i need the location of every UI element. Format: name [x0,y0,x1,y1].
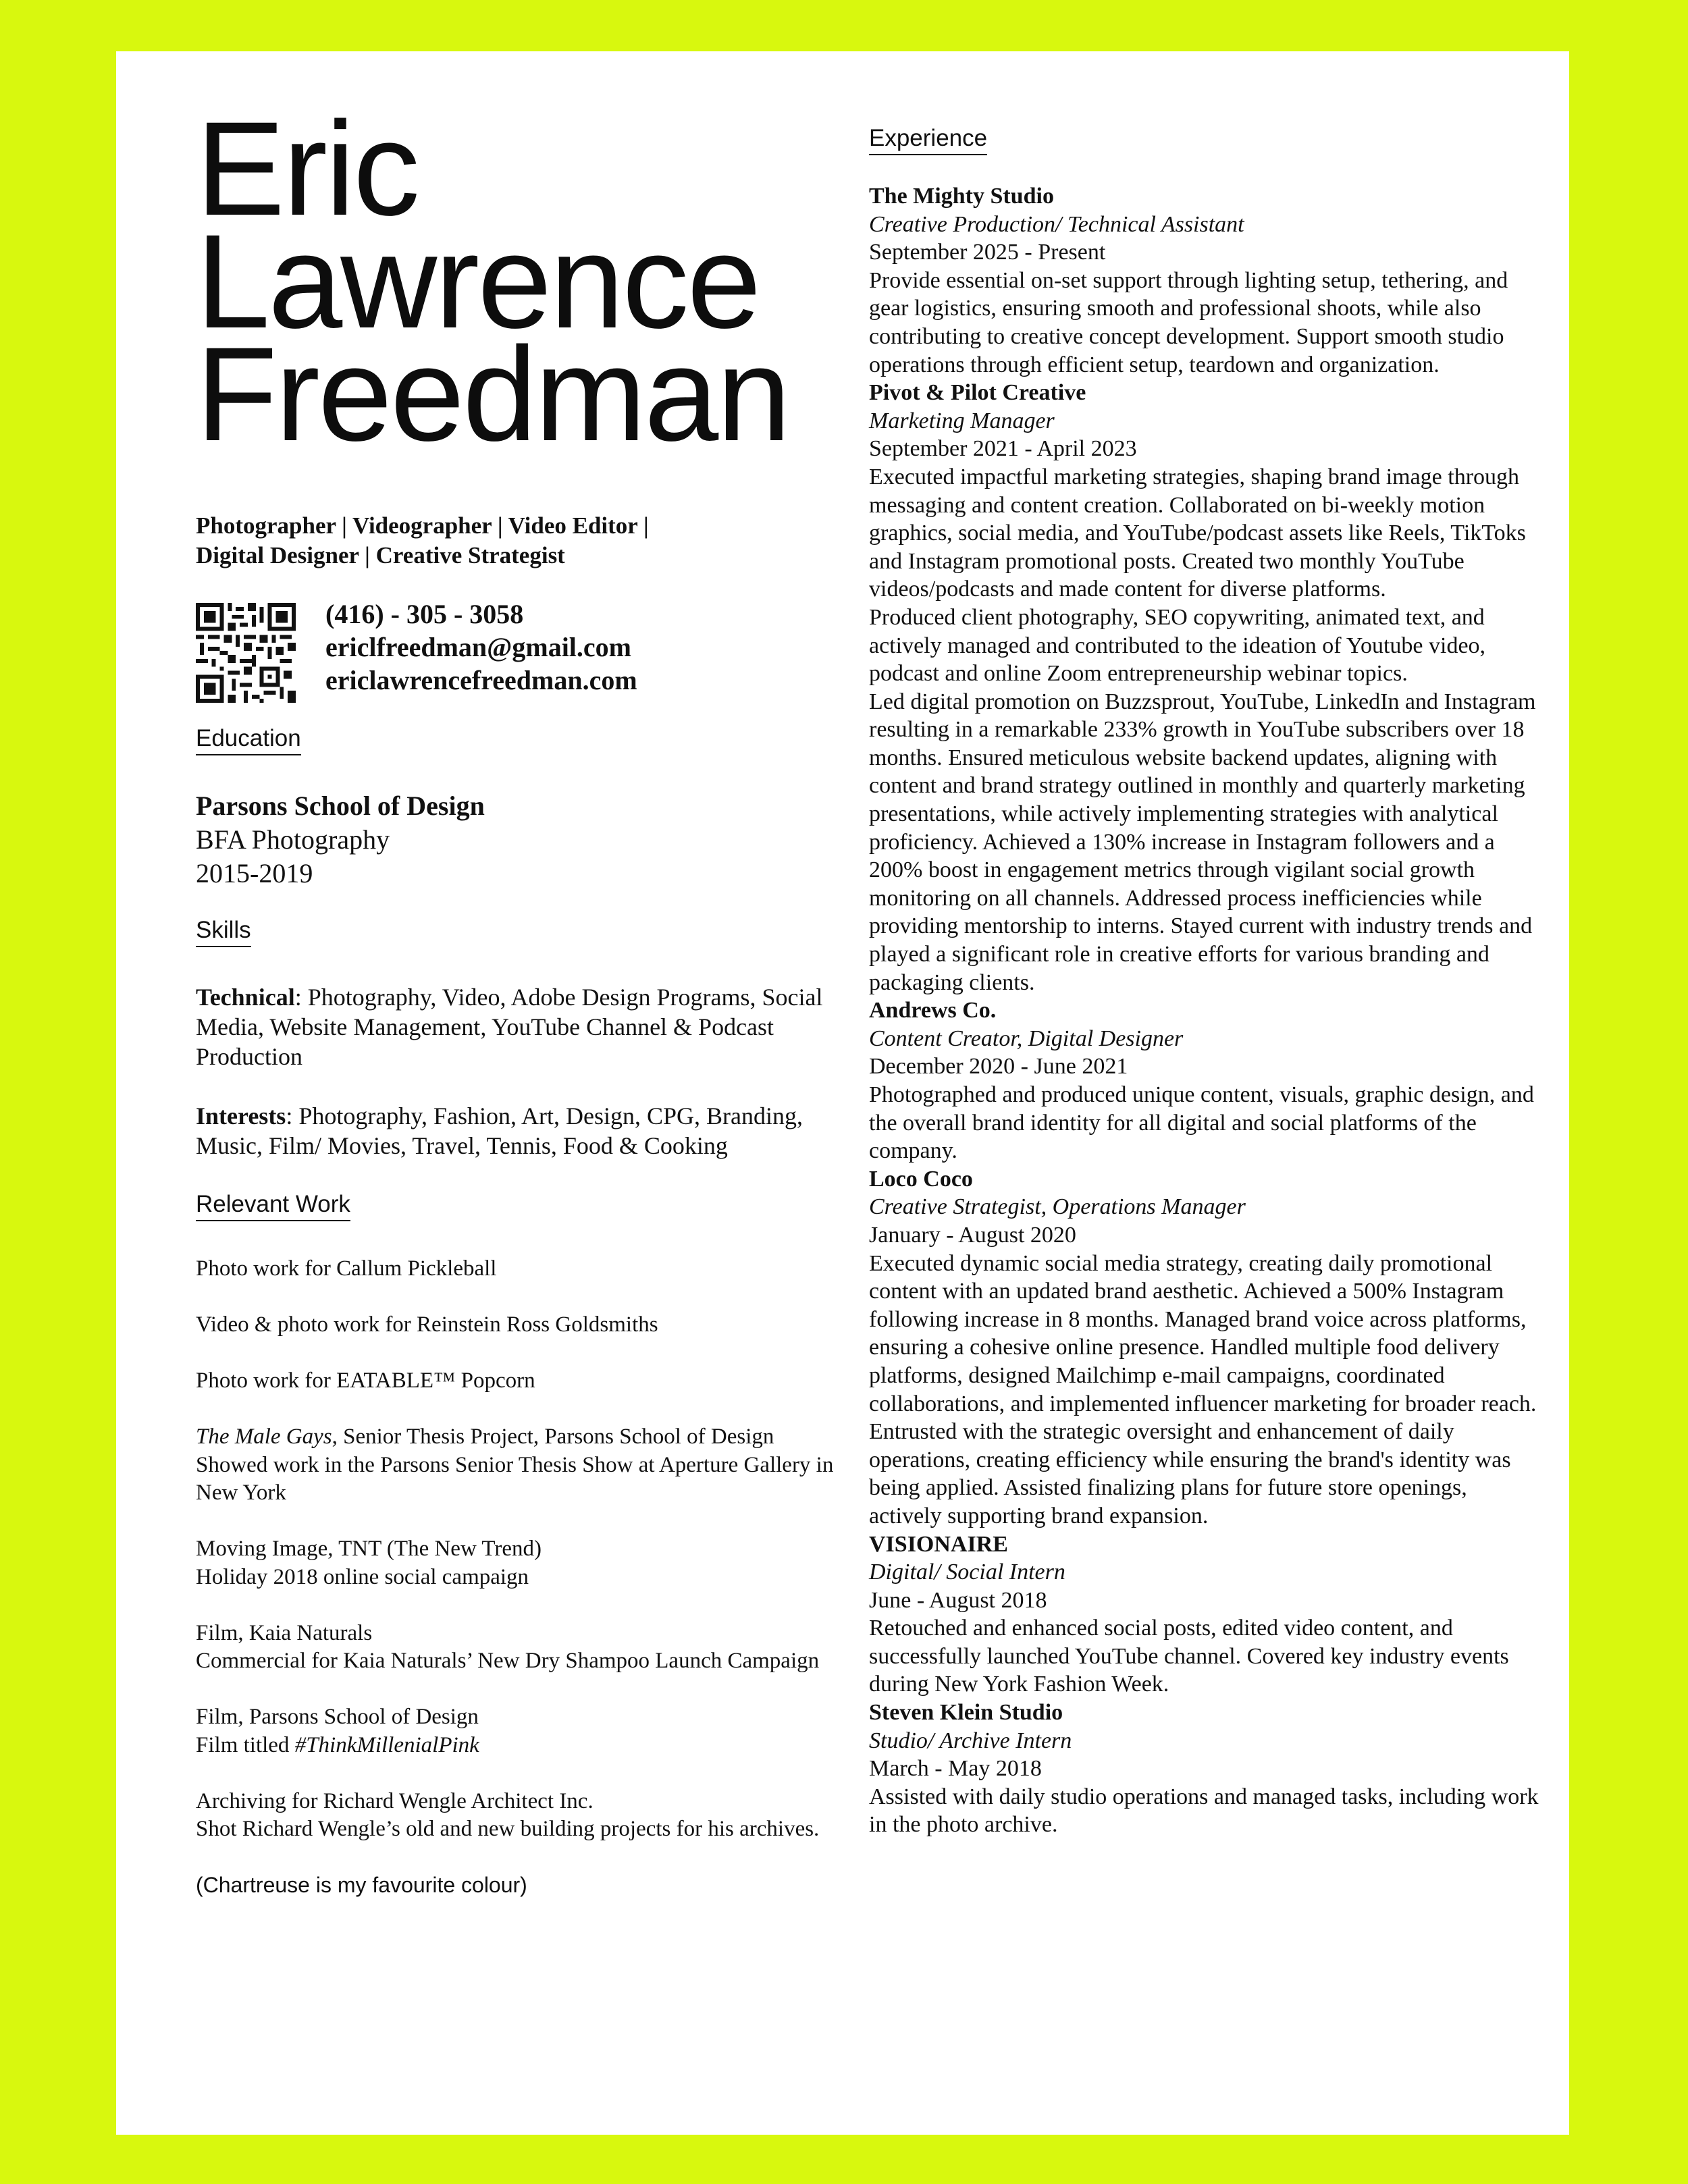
job-company: Pivot & Pilot Creative [869,380,1086,406]
contact-lines [325,597,637,697]
work-title: Archiving for Richard Wengle Architect Inc. [196,1788,594,1813]
relevant-work-list [196,1255,871,1844]
job-role: Creative Production/ Technical Assistant [869,211,1244,237]
name-line-1: Eric [196,94,418,243]
technical-label: Technical [196,984,295,1011]
job-company: Andrews Co. [869,998,997,1023]
interests-label: Interests [196,1102,286,1129]
education-block [196,789,871,890]
work-title [196,1423,871,1451]
work-item [196,1788,871,1844]
work-detail [196,1732,871,1760]
contact-block [196,597,871,699]
job-company: Loco Coco [869,1166,973,1192]
job-entry [869,182,1544,379]
job-description: Produced client photography, SEO copywriting, animated text, and actively managed and contributed to the ideation of Youtube video, podcast and online Zoom entrepreneurship webinar topics. [869,604,1486,687]
job-dates: June - August 2018 [869,1587,1047,1613]
job-role: Creative Strategist, Operations Manager [869,1194,1246,1220]
work-item [196,1423,871,1508]
job-description: Assisted with daily studio operations and managed tasks, including work in the photo archive. [869,1784,1539,1838]
work-item [196,1311,871,1339]
job-role: Marketing Manager [869,408,1055,433]
job-dates: March - May 2018 [869,1756,1042,1782]
job-description: Led digital promotion on Buzzsprout, YouTube, LinkedIn and Instagram resulting in a remarkable 233% growth in YouTube subscribers over 18 months. Ensured meticulous website backend updates, aligning with content and brand strategy outlined in monthly and quarterly marketing presentations, while actively implementing strategies with analytical proficiency. Achieved a 130% increase in Instagram followers and a 200% boost in engagement metrics through vigilant social growth monitoring on all channels. Addressed process inefficiencies while providing mentorship to interns. Stayed current with industry trends and played a significant role in creative efforts for various branding and packaging clients. [869,689,1536,995]
name-line-3: Freedman [196,319,789,469]
school-name: Parsons School of Design [196,791,485,821]
phone-number[interactable]: (416) - 305 - 3058 [325,599,524,629]
job-dates: September 2021 - April 2023 [869,436,1137,462]
skills-block [196,982,871,1161]
job-description: Executed dynamic social media strategy, creating daily promotional content with an updated brand aesthetic. Achieved a 500% Instagram following increase in 8 months. Managed brand voice across platforms, ensuring a cohesive online presence. Handled multiple food delivery platforms, designed Mailchimp e-mail campaigns, coordinated collaborations, and implemented influencer marketing for broader reach. Entrusted with the strategic oversight and enhancement of daily operations, creating efficiency while ensuring the brand's identity was being applied. Assisted finalizing plans for future store openings, actively supporting brand expansion. [869,1250,1537,1528]
job-company: Steven Klein Studio [869,1700,1063,1726]
work-item [196,1255,871,1283]
work-detail: Holiday 2018 online social campaign [196,1564,529,1589]
work-detail-prefix: Film titled [196,1732,295,1757]
job-entry [869,996,1544,1165]
education-years: 2015-2019 [196,858,313,888]
website-link[interactable]: ericlawrencefreedman.com [325,665,637,695]
job-dates: September 2025 - Present [869,240,1106,265]
job-role: Content Creator, Digital Designer [869,1026,1184,1051]
job-description: Retouched and enhanced social posts, edited video content, and successfully launched YouTube channel. Covered key industry events during New York Fashion Week. [869,1616,1509,1697]
technical-text: : Photography, Video, Adobe Design Programs, Social Media, Website Management, YouTube Channel & Podcast Production [196,984,823,1070]
job-entry [869,1165,1544,1530]
qr-code-icon[interactable] [196,603,296,703]
interests-text: : Photography, Fashion, Art, Design, CPG, Branding, Music, Film/ Movies, Travel, Tennis, Food & Cooking [196,1102,803,1159]
work-detail: Commercial for Kaia Naturals’ New Dry Shampoo Launch Campaign [196,1649,820,1673]
work-item [196,1620,871,1676]
job-dates: January - August 2020 [869,1222,1076,1248]
experience-heading: Experience [869,124,987,155]
candidate-name [196,94,871,469]
job-description: Photographed and produced unique content, visuals, graphic design, and the overall brand identity for all digital and social platforms of the company. [869,1082,1534,1164]
job-description: Executed impactful marketing strategies, shaping brand image through messaging and content creation. Collaborated on bi-weekly motion graphics, social media, and YouTube/podcast assets like Reels, TikToks and Instagram promotional posts. Created two monthly YouTube videos/podcasts and made content for diverse platforms. [869,464,1526,602]
job-company: The Mighty Studio [869,184,1054,209]
work-title: Film, Kaia Naturals [196,1620,373,1645]
relevant-work-heading: Relevant Work [196,1190,350,1221]
work-item [196,1703,871,1759]
left-column [196,94,871,1898]
tagline-line-2: Digital Designer | Creative Strategist [196,542,565,568]
work-detail: Shot Richard Wengle’s old and new building projects for his archives. [196,1817,820,1841]
work-title: Photo work for EATABLE™ Popcorn [196,1368,535,1393]
education-heading: Education [196,724,301,755]
work-detail-italic: #ThinkMillenialPink [294,1732,479,1757]
resume-page [116,51,1569,2135]
name-line-2: Lawrence [196,207,760,356]
work-title: Video & photo work for Reinstein Ross Goldsmiths [196,1312,658,1337]
work-item [196,1535,871,1591]
skills-heading: Skills [196,916,251,947]
job-entry [869,1530,1544,1699]
degree: BFA Photography [196,824,390,855]
colour-note: (Chartreuse is my favourite colour) [196,1873,527,1897]
job-description: Provide essential on-set support through lighting setup, tethering, and gear logistics, ensuring smooth and professional shoots, while also contributing to creative concept development. Support smooth studio operations through efficient setup, teardown and organization. [869,267,1508,377]
tagline [196,511,871,570]
work-title-italic: The Male Gays [196,1424,332,1449]
job-company: VISIONAIRE [869,1531,1008,1557]
technical-skills [196,982,871,1071]
job-dates: December 2020 - June 2021 [869,1054,1128,1080]
job-role: Studio/ Archive Intern [869,1728,1072,1753]
work-title: Photo work for Callum Pickleball [196,1256,497,1281]
tagline-line-1: Photographer | Videographer | Video Editor | [196,512,649,539]
job-entry [869,1699,1544,1839]
job-entry [869,379,1544,996]
email-link[interactable]: ericlfreedman@gmail.com [325,632,631,662]
work-detail: Showed work in the Parsons Senior Thesis Show at Aperture Gallery in New York [196,1452,834,1505]
right-column [869,124,1544,1839]
work-item [196,1367,871,1395]
work-title-rest: , Senior Thesis Project, Parsons School of Design [332,1424,774,1449]
job-role: Digital/ Social Intern [869,1560,1065,1585]
work-title: Moving Image, TNT (The New Trend) [196,1537,542,1561]
interests [196,1101,871,1161]
work-title: Film, Parsons School of Design [196,1705,479,1729]
